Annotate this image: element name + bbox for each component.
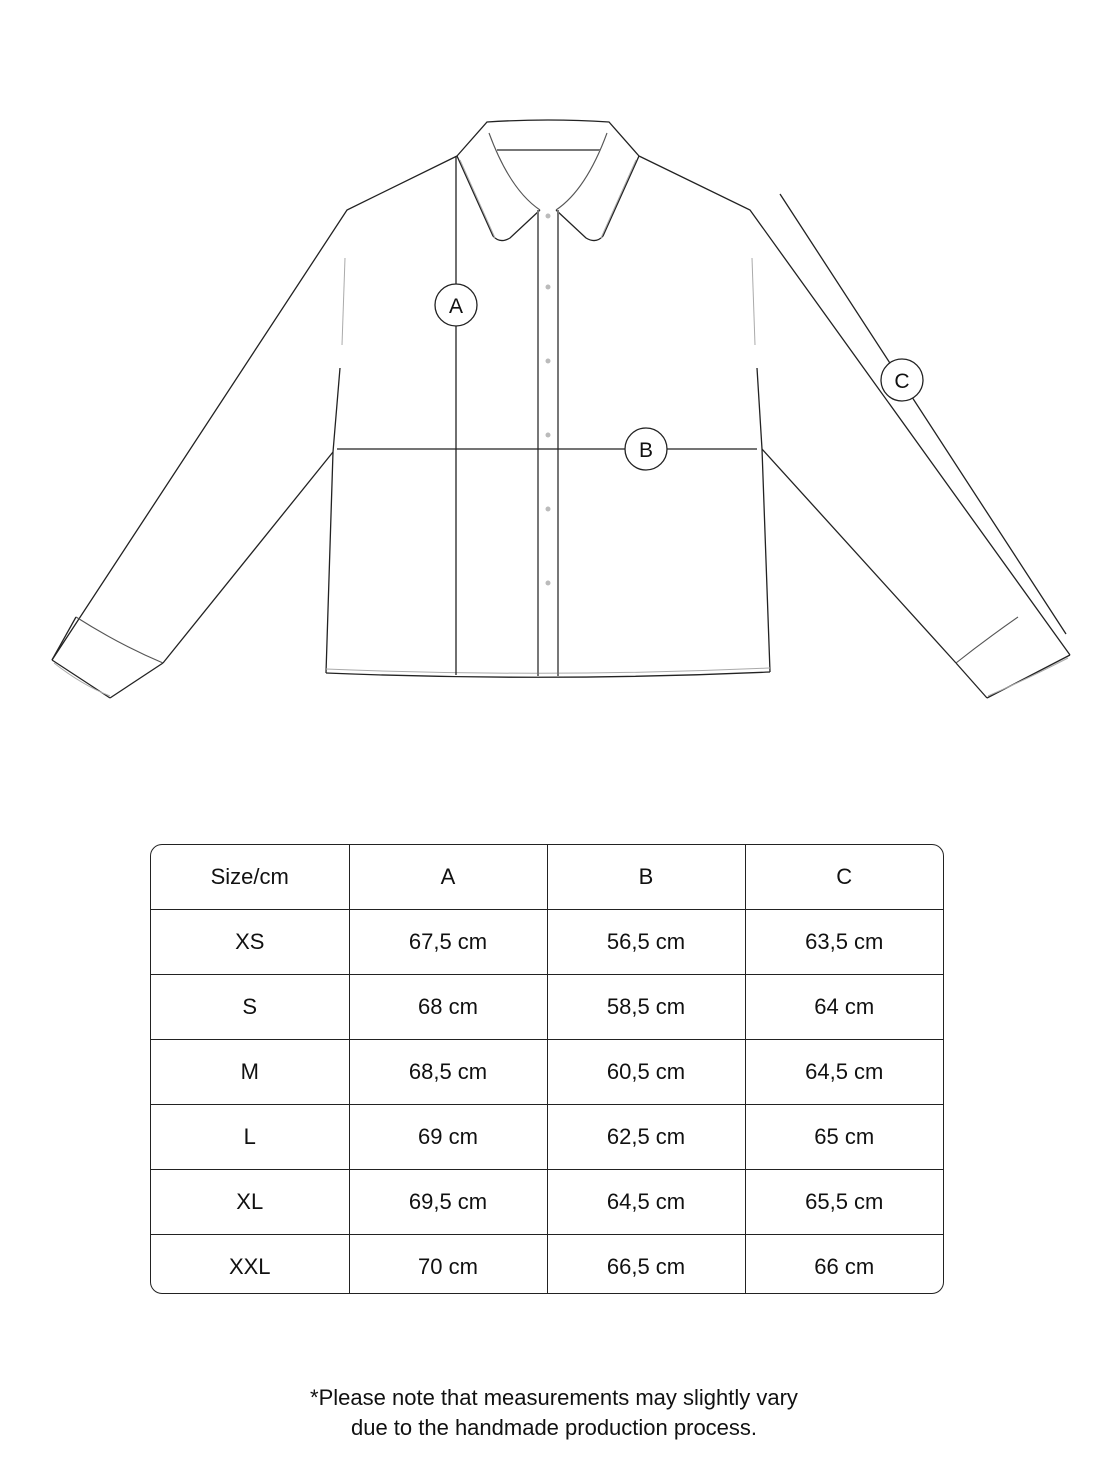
header-b: B <box>547 845 745 910</box>
footnote-line-1: *Please note that measurements may slightly vary <box>310 1385 798 1410</box>
header-size: Size/cm <box>151 845 349 910</box>
footnote-line-2: due to the handmade production process. <box>350 1415 758 1440</box>
cell-c: 63,5 cm <box>745 910 943 975</box>
cell-b: 56,5 cm <box>547 910 745 975</box>
cell-a: 69 cm <box>349 1105 547 1170</box>
label-c: C <box>894 370 910 393</box>
cell-b: 62,5 cm <box>547 1105 745 1170</box>
table-row <box>151 1105 943 1170</box>
cell-b: 60,5 cm <box>547 1040 745 1105</box>
measurement-disclaimer <box>0 1383 1108 1443</box>
cell-b: 64,5 cm <box>547 1170 745 1235</box>
cell-a: 70 cm <box>349 1235 547 1295</box>
table-row <box>151 975 943 1040</box>
table-row <box>151 1170 943 1235</box>
table-row <box>151 1235 943 1295</box>
cell-size: XL <box>151 1170 349 1235</box>
cell-size: L <box>151 1105 349 1170</box>
table-row <box>151 910 943 975</box>
cell-c: 66 cm <box>745 1235 943 1295</box>
size-table <box>151 845 943 1294</box>
cell-b: 58,5 cm <box>547 975 745 1040</box>
cell-b: 66,5 cm <box>547 1235 745 1295</box>
cell-size: XXL <box>151 1235 349 1295</box>
label-c-marker <box>881 359 923 401</box>
cell-a: 68 cm <box>349 975 547 1040</box>
label-a-marker <box>435 284 477 326</box>
header-c: C <box>745 845 943 910</box>
cell-a: 69,5 cm <box>349 1170 547 1235</box>
cell-a: 67,5 cm <box>349 910 547 975</box>
table-row <box>151 1040 943 1105</box>
label-b: B <box>638 439 654 462</box>
shirt-outline <box>52 120 1070 698</box>
cell-size: XS <box>151 910 349 975</box>
label-b-marker <box>625 428 667 470</box>
measurement-lines <box>337 156 1066 675</box>
label-a: A <box>448 295 464 318</box>
cell-size: M <box>151 1040 349 1105</box>
cell-c: 64 cm <box>745 975 943 1040</box>
cell-a: 68,5 cm <box>349 1040 547 1105</box>
cell-c: 64,5 cm <box>745 1040 943 1105</box>
size-chart <box>150 844 944 1294</box>
cell-c: 65 cm <box>745 1105 943 1170</box>
table-header-row <box>151 845 943 910</box>
cell-c: 65,5 cm <box>745 1170 943 1235</box>
header-a: A <box>349 845 547 910</box>
cell-size: S <box>151 975 349 1040</box>
